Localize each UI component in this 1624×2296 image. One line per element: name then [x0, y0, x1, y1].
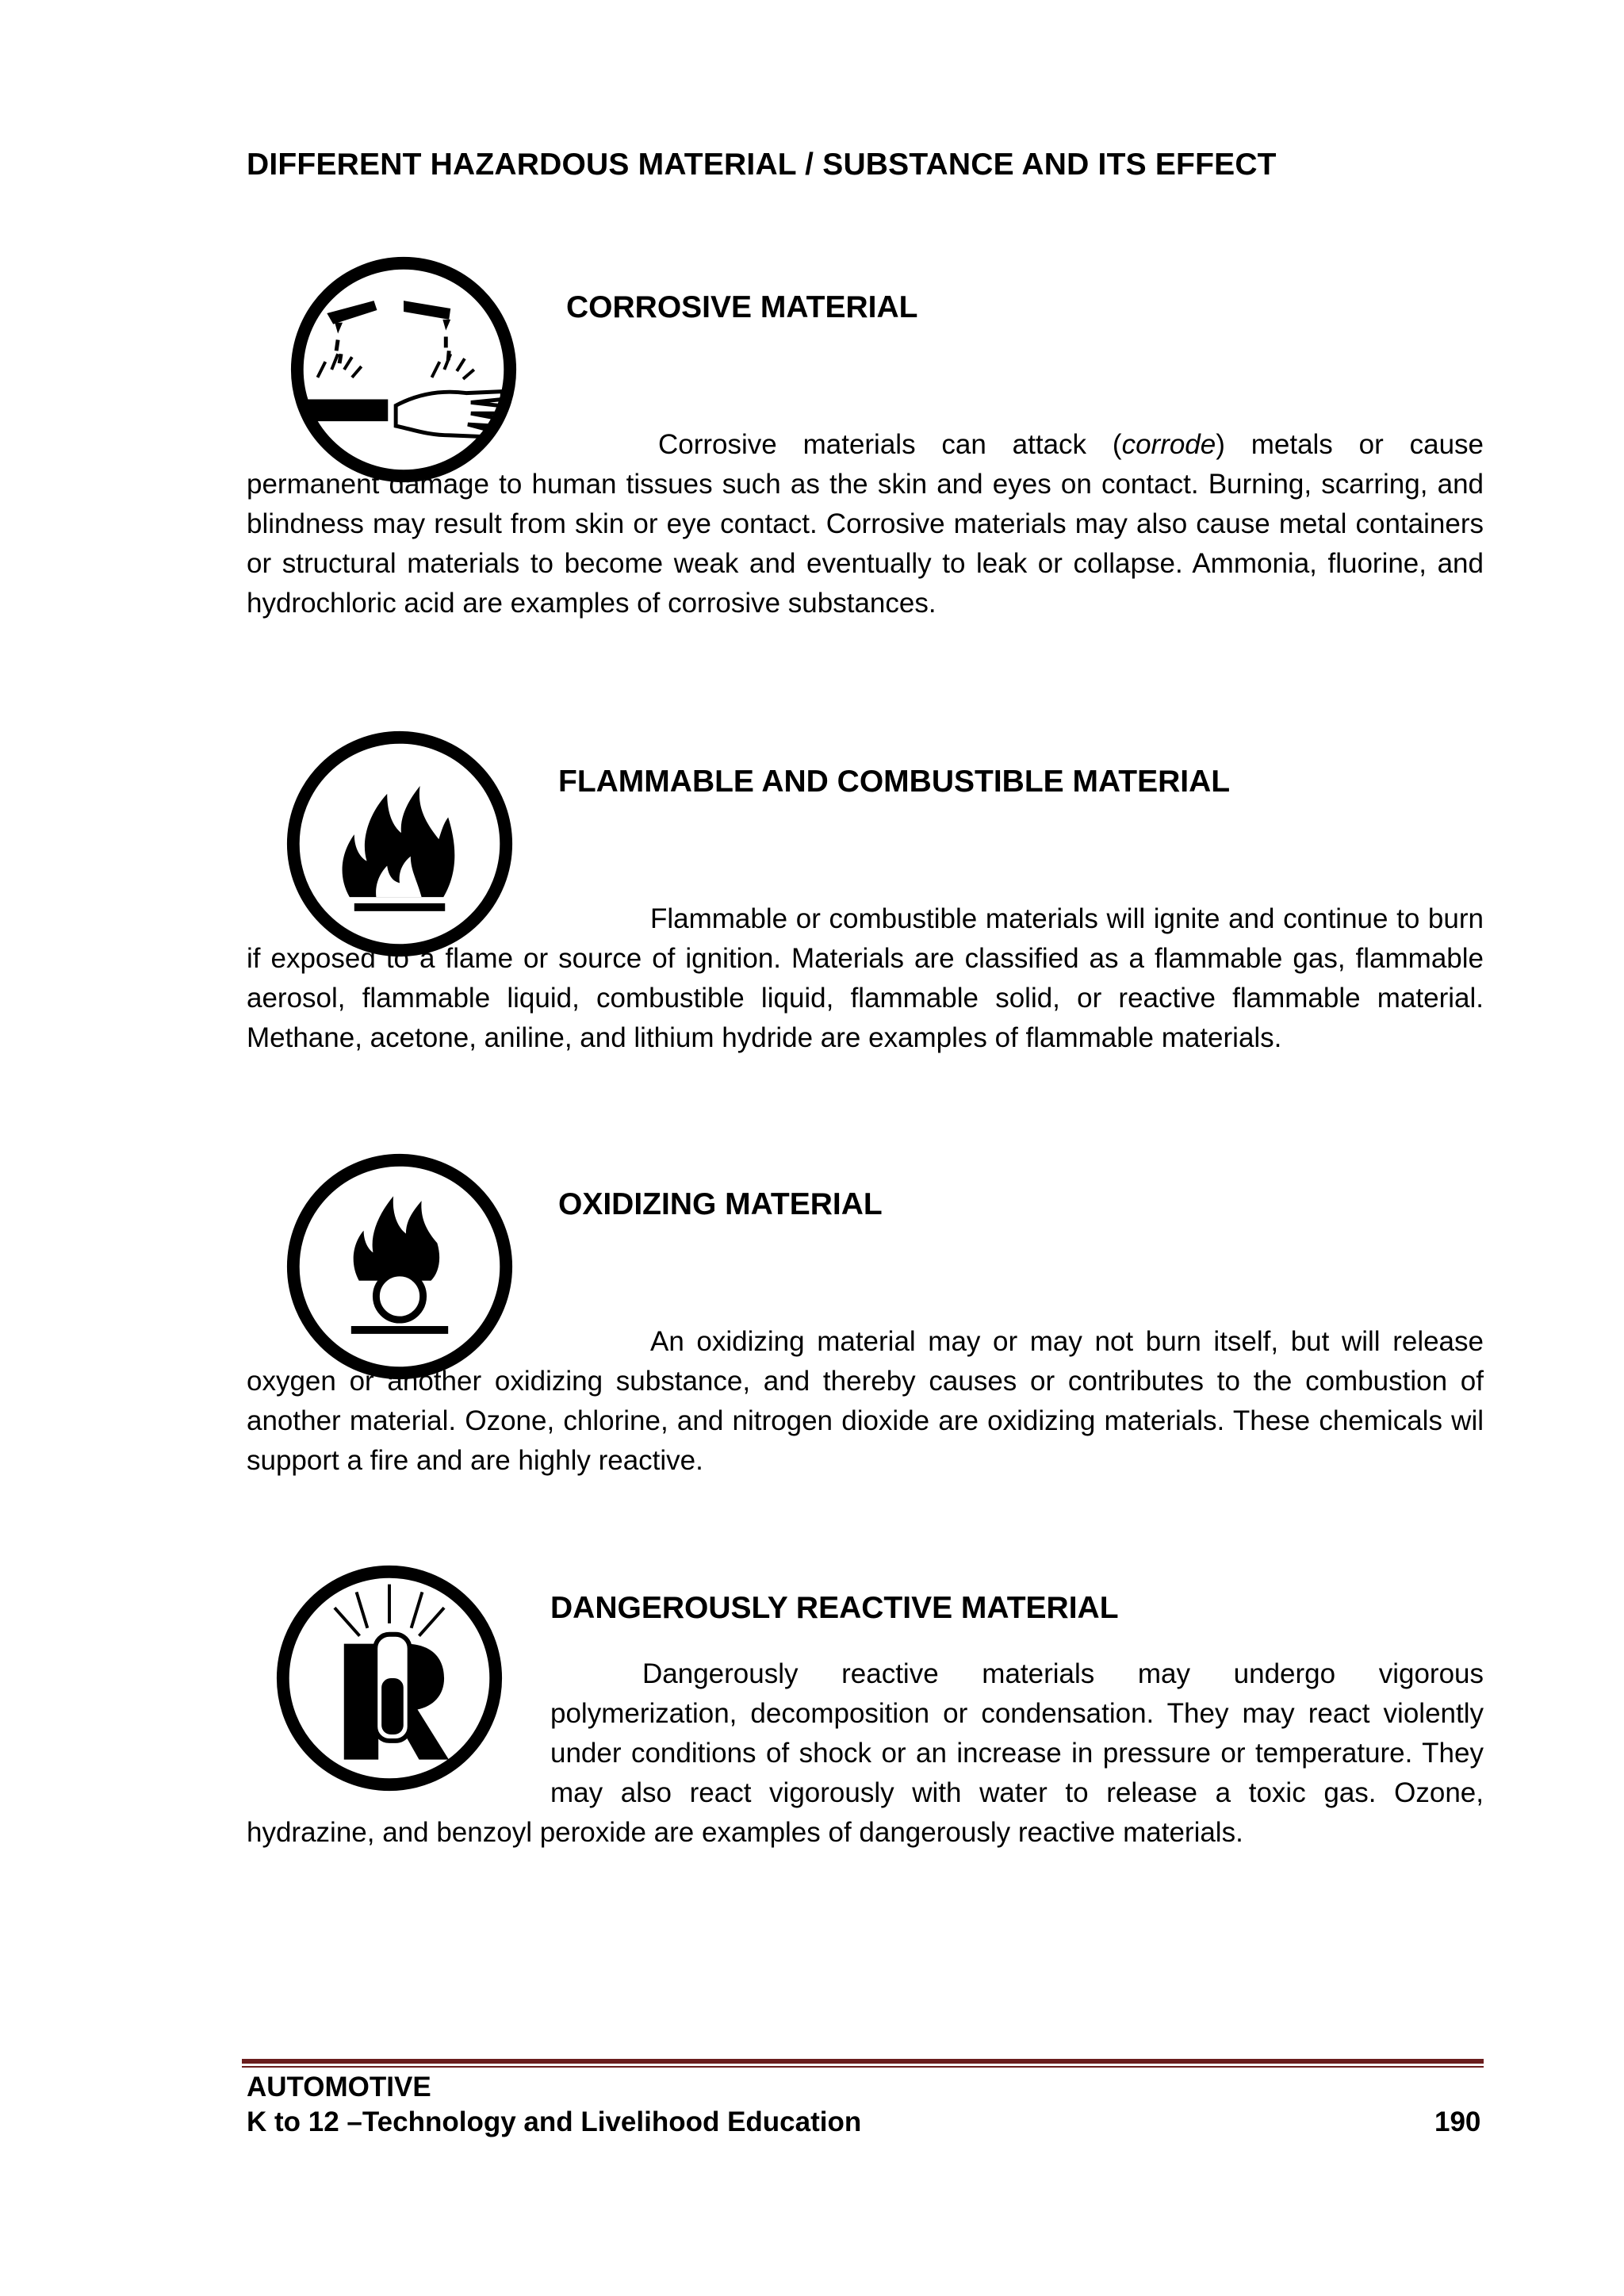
paragraph-text: Dangerously reactive materials may undergo vigorous polymerization, decomposition or condensation. They may react violently under conditions of shock or an increase in pressure or temperature. They may also react vigorously with water to release a toxic gas. Ozone, hydrazine, and benzoyl peroxide are examples of dangerously reactive materials.	[247, 1658, 1484, 1848]
paragraph-emphasis: corrode	[1121, 429, 1216, 460]
paragraph-text: ) metals or cause permanent damage to human tissues such as the skin and eyes on contact. Burning, scarring, and blindness may result from skin or eye contact. Corrosive materials may also cause metal containers or structural materials to become weak and eventually to leak or collapse. Ammonia, fluorine, and hydrochloric acid are examples of corrosive substances.	[247, 429, 1484, 619]
page-number: 190	[1434, 2106, 1481, 2137]
section-paragraph	[247, 1654, 1484, 1853]
paragraph-text: Flammable or combustible materials will ignite and continue to burn if exposed to a flame or source of ignition. Materials are classified as a flammable gas, flammable aerosol, flammable liquid, combustible liquid, flammable solid, or reactive flammable material. Methane, acetone, aniline, and lithium hydride are examples of flammable materials.	[247, 903, 1484, 1053]
paragraph-text: Corrosive materials can attack (	[658, 429, 1122, 460]
section-heading: OXIDIZING MATERIAL	[558, 1187, 883, 1221]
footer-course: K to 12 –Technology and Livelihood Education	[247, 2106, 862, 2137]
section-paragraph	[247, 1322, 1484, 1481]
section-heading: FLAMMABLE AND COMBUSTIBLE MATERIAL	[558, 765, 1231, 799]
section-paragraph	[247, 425, 1484, 623]
footer-rule	[242, 2066, 1484, 2068]
footer-subject: AUTOMOTIVE	[247, 2072, 431, 2102]
section-heading: DANGEROUSLY REACTIVE MATERIAL	[550, 1591, 1119, 1625]
page-title: DIFFERENT HAZARDOUS MATERIAL / SUBSTANCE AND ITS EFFECT	[247, 148, 1277, 182]
footer-rule	[242, 2059, 1484, 2064]
paragraph-text: An oxidizing material may or may not burn itself, but will release oxygen or another oxidizing substance, and thereby causes or contributes to the combustion of another material. Ozone, chlorine, and nitrogen dioxide are oxidizing materials. These chemicals wil support a fire and are highly reactive.	[247, 1326, 1484, 1476]
section-heading: CORROSIVE MATERIAL	[566, 290, 918, 324]
section-paragraph	[247, 899, 1484, 1058]
